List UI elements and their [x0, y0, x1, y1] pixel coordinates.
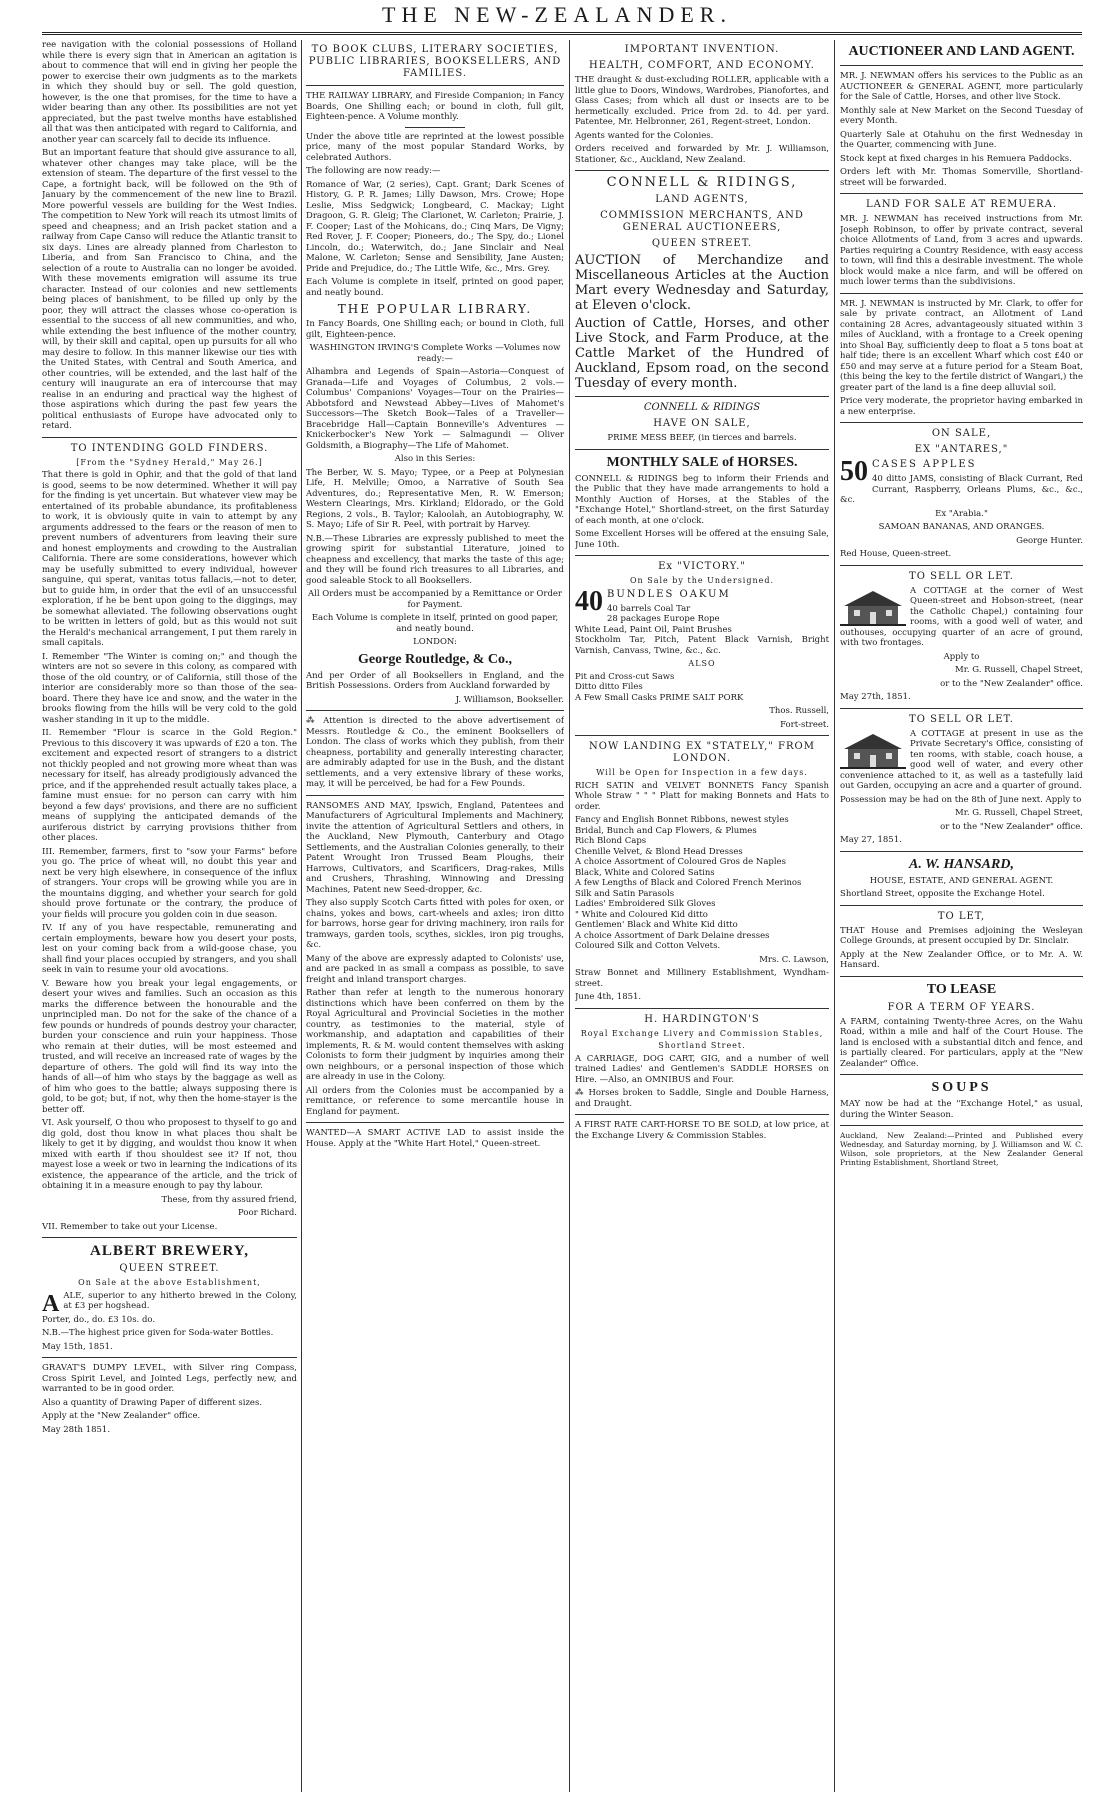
invention-heading: IMPORTANT INVENTION.	[624, 44, 780, 55]
ad-date: May 28th 1851.	[42, 1424, 111, 1435]
cases-number: 50	[840, 456, 868, 487]
ad-paragraph: Each Volume is complete in itself, printed on good paper, and neatly bound.	[306, 277, 564, 298]
ad-paragraph: Monthly sale at New Market on the Second Tuesday of every Month.	[840, 105, 1083, 126]
goods-list: Pit and Cross-cut Saws Ditto ditto Files A Few Small Casks PRIME SALT PORK	[575, 671, 744, 703]
brewery-street: QUEEN STREET.	[119, 1263, 220, 1274]
connell-ridings-heading: CONNELL & RIDINGS,	[606, 175, 798, 190]
ad-date: June 4th, 1851.	[575, 992, 642, 1002]
signature-name: Poor Richard.	[237, 1208, 297, 1218]
divider	[840, 708, 1083, 709]
ad-paragraph: All Orders must be accompanied by a Remittance or Order for Payment.	[308, 589, 562, 610]
ad-paragraph: Orders left with Mr. Thomas Somerville, Shortland-street will be forwarded.	[840, 167, 1083, 188]
also-label: ALSO	[688, 659, 716, 668]
brewery-heading: ALBERT BREWERY,	[90, 1243, 249, 1259]
divider	[306, 795, 564, 796]
victory-heading: Ex "VICTORY."	[658, 561, 746, 572]
column-rule	[834, 40, 835, 1792]
ad-paragraph: Also a quantity of Drawing Paper of different sizes.	[42, 1397, 263, 1408]
divider	[840, 422, 1083, 423]
brewery-body: ALE, superior to any hitherto brewed in the Colony, at £3 per hogshead.	[63, 1290, 297, 1311]
goods-list: 40 barrels Coal Tar 28 packages Europe Rope White Lead, Paint Oil, Paint Brushes Stockholm Tar, Pitch, Patent Black Varnish, Bright Varnish, Canvass, Twine, &c., &c.	[575, 603, 829, 656]
ad-paragraph	[42, 1290, 297, 1317]
imprint: Auckland, New Zealand:—Printed and Published every Wednesday, and Saturday morning, by J. Williamson and W. C. Wilson, sole proprietors, at the New Zealander General Printing Establishment, Shortland Street,	[840, 1131, 1083, 1167]
divider	[575, 170, 829, 171]
ad-paragraph: Some Excellent Horses will be offered at the ensuing Sale, June 10th.	[575, 529, 829, 550]
column-4	[840, 40, 1083, 1792]
victory-number: 40	[575, 585, 603, 617]
asterisk-icon: ⁂	[306, 716, 324, 726]
goods-list: Fancy and English Bonnet Ribbons, newest styles Bridal, Bunch and Cap Flowers, & Plumes Rich Blond Caps Chenille Velvet, & Blond Head Dresses A choice Assortment of Coloured Gros de Naples Black, White and Colored Satins A few Lengths of Black and Colored French Merinos Silk and Satin Parasols Ladies' Embroidered Silk Gloves " White and Coloured Kid ditto Gentlemen' Black and White Kid ditto A choice Assortment of Dark Delaine dresses Coloured Silk and Cotton Velvets.	[575, 815, 802, 951]
divider	[575, 1114, 829, 1115]
ad-paragraph: Agents wanted for the Colonies.	[575, 130, 714, 141]
signature-name: Mr. G. Russell, Chapel Street,	[954, 665, 1083, 675]
article-paragraph: That there is gold in Ophir, and that the gold of that land is good, seems to be now determined. Whether it will pay for the finding is yet uncertain. But whatever view may be entertained of its probable abundance, its profitableness to work, it is obviously quite in vain to attempt by any arguments addressed to the fears or the reason of men to prevent numbers of adventurers from leaving their sure and honest employments and crowding to the Australian California. There are some considerations, however which may be usefully submitted to every individual, however sanguine, qui sperat, vanitas totus fallacis,—not to deter, but to guide him, in order that the evil of an unsuccessful exploration, if he be bent upon going to the diggings, may be somewhat alleviated. The following observations ought to be written in letters of gold, but as this would not suit the Herald's mechanical arrangement, I put them rarely in small capitals.	[42, 470, 297, 648]
ad-paragraph: Each Volume is complete in itself, printed on good paper, and neatly bound.	[311, 613, 559, 634]
divider	[306, 85, 564, 86]
divider	[42, 437, 297, 438]
ad-date: May 27, 1851.	[840, 835, 902, 845]
hansard-heading: A. W. HANSARD,	[909, 856, 1014, 872]
auction-notice: Auction of Cattle, Horses, and other Live Stock, and Farm Produce, at the Cattle Market of the Hundred of Auckland, Epsom road, on the second Tuesday of every month.	[575, 316, 829, 391]
ad-paragraph	[840, 456, 1083, 487]
divider	[840, 65, 1083, 66]
ad-paragraph: CONNELL & RIDINGS beg to inform their Friends and the Public that they have made arrangements to hold a Monthly Auction of Horses, at the Stables of the "Exchange Hotel," Shortland-street, on the first Saturday of each month, at one o'clock.	[575, 473, 829, 526]
sell-let-heading: TO SELL OR LET.	[909, 570, 1014, 582]
ad-paragraph: Apply at the New Zealander Office, or to Mr. A. W. Hansard.	[840, 949, 1083, 970]
ad-date: May 15th, 1851.	[42, 1341, 113, 1352]
remuera-heading: LAND FOR SALE AT REMUERA.	[865, 199, 1058, 210]
attention-text: Attention is directed to the above advertisement of Messrs. Routledge & Co., the eminent Booksellers of London. The class of works which they publish, from their cheapness, portability and generally interesting character, are admirably adapted for use in the Bush, and the distant settlements, and a very extensive library of these works, may, it will be perceived, be had for a Few Pounds.	[306, 716, 564, 789]
book-list: The Berber, W. S. Mayo; Typee, or a Peep at Polynesian Life, H. Melville; Omoo, a Narrative of South Sea Adventures, do.; Representative Men, R. W. Emerson; Western Clearings, Mrs. Kirkland; Eldorado, or the Gold Regions, 2 vols., B. Taylor; Kaloolah, an Autobiography, W. S. Mayo; Life of Sir R. Peel, with portrait by Harvey.	[306, 467, 564, 530]
hardington-street: Shortland Street.	[658, 1041, 746, 1050]
ad-paragraph: MAY now be had at the "Exchange Hotel," as usual, during the Winter Season.	[840, 1099, 1083, 1120]
divider	[840, 193, 1083, 194]
ad-paragraph	[306, 716, 564, 790]
ad-paragraph: The following are now ready:—	[306, 166, 441, 176]
ad-paragraph: A CARRIAGE, DOG CART, GIG, and a number of well trained Ladies' and Gentlemen's SADDLE HORSES on Hire. —Also, an OMNIBUS and Four.	[575, 1053, 829, 1085]
ad-paragraph: MR. J. NEWMAN is instructed by Mr. Clark, to offer for sale by private contract, an Allotment of Land containing 28 Acres, advantageously situated within 3 miles of Auckland, with a frontage to a Creek opening into Shoal Bay, sufficiently deep to float a 5 tons boat at half tide; there is an excellent Wharf which cost £40 or £50 and may serve at a future period for a Steam Boat, (this being the key to the fertile district of Wangari,) the greater part of the land is a fine deep alluvial soil.	[840, 298, 1083, 393]
ad-paragraph: Apply at the "New Zealander" office.	[42, 1411, 201, 1421]
hardington-sub: Royal Exchange Livery and Commission Stables,	[580, 1028, 824, 1038]
ad-paragraph: HOUSE, ESTATE, AND GENERAL AGENT.	[869, 875, 1054, 886]
divider	[575, 555, 829, 556]
divider	[575, 1008, 829, 1009]
column-2	[306, 40, 564, 1792]
article-paragraph: IV. If any of you have respectable, remunerating and certain employments, beware how you desert your posts, lest on your coming back from a wild-goose chase, you shall find your places occupied by strangers, and you shall seek in vain to resume your old avocations.	[42, 923, 297, 975]
divider	[575, 735, 829, 736]
ad-paragraph: They also supply Scotch Carts fitted with poles for oxen, or chains, yokes and bows, cart-wheels and axles; iron ditto for barrows, horse gear for driving machinery, iron rails for tramways, garden tools, scythes, sickles, iron pig troughs, &c.	[306, 898, 564, 950]
drop-cap: A	[42, 1290, 60, 1317]
house-engraving-icon	[840, 731, 906, 769]
ad-paragraph	[575, 585, 829, 617]
ad-paragraph: Rather than refer at length to the numerous honorary distinctions which have been conferred on them by the Royal Agricultural and Provincial Societies in the mother country, as testimonies to the material, style of workmanship, and adaptation and capabilities of their implements, R. & M. would content themselves with asking Colonists to form their judgment by inquiries among their own neighbours, or a personal inspection of those which are already in use in the Colony.	[306, 988, 564, 1082]
publisher-name: George Routledge, & Co.,	[358, 651, 512, 667]
signature-name: George Hunter.	[1016, 535, 1083, 546]
masthead-rule	[42, 32, 1082, 35]
article-paragraph: V. Beware how you break your legal engagements, or desert your wives and families. Such an occasion as this marks the difference between the honourable and the unprincipled man. Do not for the sake of the chance of a few pounds or hundreds of pounds destroy your character, burden your conscience and ruin your happiness. Those who remain at their duties, will be most esteemed and trusted, and will receive an increased rate of wages by the departure of others. The gold will find its way into the hands of all—of him who stays by the baggage as well as of him who goes to the battle; always supposing there is gold, to be got; but, if not, why then the home-stayer is the better off.	[42, 978, 297, 1115]
book-list: Alhambra and Legends of Spain—Astoria—Conquest of Granada—Life and Voyages of Columbus, 2 vols.—Columbus' Companions' Voyages—Tour on the Prairies—Abbotsford and Newstead Abbey—Lives of Mahomet's Successors—The Sketch Book—Tales of a Traveller—Bracebridge Hall—Captain Bonneville's Adventures — Knickerbocker's New York — Salmagundi — Oliver Goldsmith, a Biography—The Life of Mahomet.	[306, 367, 564, 451]
ad-paragraph: Orders received and forwarded by Mr. J. Williamson, Stationer, &c., Auckland, New Zealand.	[575, 144, 829, 165]
divider	[42, 1357, 297, 1358]
signature-address: or to the "New Zealander" office.	[940, 821, 1083, 832]
divider	[840, 1074, 1083, 1075]
on-sale-heading: ON SALE,	[931, 428, 992, 439]
arabia-heading: Ex "Arabia."	[935, 508, 988, 519]
article-paragraph: II. Remember "Flour is scarce in the Gold Region." Previous to this discovery it was upwards of £20 a ton. The excitement and expected resort of strangers to a district not thickly peopled and not growing more wheat than was necessary for itself, has already prodigiously advanced the price, and if the apprehended result actually takes place, a famine must ensue: for no person can carry with him beyond a few days' provisions, and there are no sufficient means of supplying the anticipated demands of the auriferous district by carrying provisions thither from other places.	[42, 728, 297, 843]
ad-paragraph: GRAVAT'S DUMPY LEVEL, with Silver ring Compass, Cross Spirit Level, and Jointed Legs, perfectly new, and warranted to be in good order.	[42, 1363, 297, 1394]
london-label: LONDON:	[413, 637, 457, 647]
ad-paragraph: RANSOMES AND MAY, Ipswich, England, Patentees and Manufacturers of Agricultural Implements and Machinery, invite the attention of Agricultural Settlers and others, in the Auckland, New Plymouth, Canterbury and Otago Settlements, and the Australian Colonies generally, to their Patent Wrought Iron Trussed Beam Ploughs, their Harrows, Cultivators, and Scarificers, Drag-rakes, Mills and Crushers, Thrashing, Winnowing and Dressing Machines, Patent new Seed-dropper, &c.	[306, 800, 564, 895]
connell-ridings-sub: COMMISSION MERCHANTS, AND GENERAL AUCTIONEERS,	[600, 210, 804, 233]
book-clubs-heading: TO BOOK CLUBS, LITERARY SOCIETIES, PUBLIC LIBRARIES, BOOKSELLERS, AND FAMILIES.	[308, 44, 562, 79]
series-heading: Also in this Series:	[394, 454, 476, 464]
article-paragraph: VI. Ask yourself, O thou who proposest to thyself to go and dig gold, dost thou know in what places thou shalt be likely to get it by digging, and wouldst thou know it when mixed with earth if thou shouldest see it? If not, thou mayest lose a week or two in learning the indications of its existence, the appearance of the article, and the trick of obtaining it in a measure enough to pay thy labour.	[42, 1118, 297, 1191]
horses-text: Horses broken to Saddle, Single and Double Harness, and Draught.	[575, 1088, 829, 1109]
popular-library-heading: THE POPULAR LIBRARY.	[337, 302, 533, 316]
sell-let-heading: TO SELL OR LET.	[909, 713, 1014, 725]
irving-heading: WASHINGTON IRVING'S Complete Works —Volumes now ready:—	[309, 343, 561, 364]
ad-paragraph: Porter, do., do. £3 10s. do.	[42, 1314, 156, 1325]
signature-address: Red House, Queen-street.	[840, 549, 952, 559]
divider	[575, 449, 829, 450]
connell-ridings-sub: LAND AGENTS,	[655, 194, 749, 205]
column-rule	[569, 40, 570, 1792]
ad-date: May 27th, 1851.	[840, 692, 911, 702]
ad-paragraph: MR. J. NEWMAN offers his services to the Public as an AUCTIONEER & GENERAL AGENT, more particularly for the Sale of Cattle, Horses, and other live Stock.	[840, 71, 1083, 102]
ad-paragraph: Under the above title are reprinted at the lowest possible price, many of the most popular Standard Works, by celebrated Authors.	[306, 131, 564, 163]
victory-sale: On Sale by the Undersigned.	[629, 576, 775, 585]
cases-heading: CASES APPLES	[872, 459, 977, 470]
divider	[840, 851, 1083, 852]
lease-heading: TO LEASE	[926, 981, 997, 997]
article-paragraph: III. Remember, farmers, first to "sow your Farms" before you go. The price of wheat will, no doubt this year and next be very high elsewhere, in consequence of the influx of strangers. Your crops will be growing while you are in the mountains digging, and whether your search for gold should prove fortunate or the contrary, the produce of your fields will procure you golden coin in due season.	[42, 846, 297, 920]
article-paragraph: VII. Remember to take out your License.	[42, 1221, 218, 1232]
ad-paragraph: THE RAILWAY LIBRARY, and Fireside Companion; in Fancy Boards, One Shilling each; or bound in cloth, full gilt, Eighteen-pence. A Volume monthly.	[306, 91, 564, 122]
ad-paragraph: PRIME MESS BEEF, (in tierces and barrels.	[607, 433, 797, 443]
ad-paragraph: In Fancy Boards, One Shilling each; or bound in Cloth, full gilt, Eighteen-pence.	[306, 319, 564, 340]
have-on-sale: HAVE ON SALE,	[653, 418, 751, 429]
lease-subheading: FOR A TERM OF YEARS.	[887, 1001, 1036, 1013]
ad-paragraph: Possession may be had on the 8th of June next. Apply to	[840, 794, 1082, 805]
signature-address: Fort-street.	[780, 719, 829, 730]
divider	[306, 1122, 564, 1123]
ad-paragraph: N.B.—The highest price given for Soda-water Bottles.	[42, 1328, 274, 1338]
divider	[575, 396, 829, 397]
monthly-sale-heading: MONTHLY SALE of HORSES.	[606, 454, 798, 470]
ad-paragraph: THAT House and Premises adjoining the Wesleyan College Grounds, at present occupied by Dr. Sinclair.	[840, 925, 1083, 946]
soups-heading: SOUPS	[931, 1080, 992, 1095]
hardington-heading: H. HARDINGTON'S	[644, 1013, 760, 1025]
ad-paragraph: Straw Bonnet and Millinery Establishment, Wyndham-street.	[575, 968, 829, 989]
auctioneer-heading: AUCTIONEER AND LAND AGENT.	[848, 44, 1075, 59]
invention-subheading: HEALTH, COMFORT, AND ECONOMY.	[589, 60, 815, 71]
ad-paragraph: N.B.—These Libraries are expressly published to meet the growing spirit for substantial Literature, joined to cheapness and excellency, that marks the taste of this age; and they will be found rich treasures to all Libraries, and good saleable Stock to all Booksellers.	[306, 533, 564, 586]
article-paragraph: ree navigation with the colonial possessions of Holland while there is every sign that in American an agitation is about to commence that will end in giving her people the power to exercise their own judgments as to the markets in which they should buy or sell. The gold question, however, is the one that promises, for the time to have a wider bearing than any other. Its possibilities are not yet appreciated, but the past twelve months have established all that was then anticipated with regard to California, and another year can scarcely fail to decide its influence.	[42, 40, 297, 145]
antares-heading: EX "ANTARES,"	[914, 444, 1009, 455]
article-paragraph: I. Remember "The Winter is coming on;" and though the winters are not so severe in this colony, as compared with those of the old country, or of California, still those of the interior are considerably more so than those of the sea-board. There they have ice and snow, and the water in the brooks flowing from the hills will be very cold to the gold washer standing in it up to the middle.	[42, 651, 297, 725]
asterisk-icon: ⁂	[575, 1088, 589, 1098]
signature-address: or to the "New Zealander" office.	[940, 678, 1083, 689]
house-engraving-icon	[840, 588, 906, 626]
connell-ridings-sub: QUEEN STREET.	[651, 238, 753, 249]
auction-notice: AUCTION of Merchandize and Miscellaneous Articles at the Auction Mart every Wednesday and Saturday, at Eleven o'clock.	[575, 253, 829, 313]
divider	[306, 710, 564, 711]
signature-name: Thos. Russell,	[769, 706, 829, 716]
ad-paragraph: WANTED—A SMART ACTIVE LAD to assist inside the House. Apply at the "White Hart Hotel," Queen-street.	[306, 1128, 564, 1149]
ad-paragraph: A FARM, containing Twenty-three Acres, on the Wahu Road, within a mile and half of the Court House. The land is enclosed with a substantial ditch and fence, and is partially cleared. For particulars, apply at the "New Zealander" Office.	[840, 1016, 1083, 1069]
signature-name: Mr. G. Russell, Chapel Street,	[954, 808, 1083, 818]
divider	[840, 293, 1083, 294]
to-let-heading: TO LET,	[937, 910, 986, 922]
divider	[42, 1237, 297, 1238]
samoan-heading: SAMOAN BANANAS, AND ORANGES.	[878, 522, 1045, 532]
ad-paragraph: RICH SATIN and VELVET BONNETS Fancy Spanish Whole Straw " " " Platt for making Bonnets and Hats to order.	[575, 780, 829, 812]
ad-paragraph: MR. J. NEWMAN has received instructions from Mr. Joseph Robinson, to offer by private contract, several choice Allotments of Land, from 3 acres and upwards. Parties requiring a Country Residence, with easy access to town, will find this a desirable investment. The whole block would make a nice farm, and will be offered on much lower terms than the subdivisions.	[840, 214, 1083, 287]
ad-paragraph: 40 ditto JAMS, consisting of Black Currant, Red Currant, Raspberry, Orleans Plums, &c., &c., &c.	[840, 474, 1083, 505]
gold-finders-source: [From the "Sydney Herald," May 26.]	[76, 457, 263, 467]
short-rule	[405, 127, 465, 128]
ad-paragraph: Quarterly Sale at Otahuhu on the first Wednesday in the Quarter, commencing with June.	[840, 129, 1083, 150]
column-rule	[301, 40, 302, 1792]
divider	[840, 565, 1083, 566]
sell-let-body: A COTTAGE at the corner of West Queen-street and Hobson-street, (near the Catholic Chapel,) containing four rooms, with a good well of water, and outhouses, occupying quarter of an acre of ground, with two frontages.	[840, 585, 1083, 648]
stately-heading: NOW LANDING EX "STATELY," FROM LONDON.	[589, 741, 815, 764]
divider	[840, 976, 1083, 977]
ad-paragraph	[575, 1088, 829, 1109]
ad-paragraph: Price very moderate, the proprietor having embarked in a new enterprise.	[840, 396, 1083, 417]
ad-paragraph: Stock kept at fixed charges in his Remuera Paddocks.	[840, 153, 1072, 164]
ad-paragraph	[840, 729, 1083, 792]
divider	[840, 905, 1083, 906]
signature-line: These, from thy assured friend,	[161, 1194, 297, 1205]
ad-paragraph: Many of the above are expressly adapted to Colonists' use, and are packed in as small a compass as possible, to save freight and inland transport charges.	[306, 953, 564, 985]
ad-paragraph: And per Order of all Booksellers in England, and the British Possessions. Orders from Auckland forwarded by	[306, 670, 564, 691]
article-paragraph: But an important feature that should give assurance to all, whatever other changes may take place, will be the extension of steam. The departure of the first vessel to the Cape, a fortnight back, will be followed on the 9th of January by the commencement of the new line to Brazil. More powerful vessels are building for the West Indies. The competition to New York will reach its utmost limits of speed and cheapness; and an Irish packet station and a railway from Cape Canso will reduce the Atlantic transit to six days. Lines are already planned from Charleston to Liberia, and from San Francisco to China, and the selection of a route to Australia can no longer be avoided. With these movements emigration will assume its true character. Instead of our colonies and new settlements being places of banishment, to be filled up only by the poor, they will attract the classes whose co-operation is essential to the success of all new communities, and who, while extending the best influence of the mother country, will, by their skill and capital, open up pursuits for all who may desire to follow. In this manner likewise our ties with the United States, with Central and South America, and other countries, will be extended, and the last half of the century will inaugurate an era of intercourse that may realise in an enduring and practical way the highest of those aspirations which during the past few years the political enthusiasts of Europe have advocated only to retard.	[42, 148, 297, 431]
ad-paragraph: Shortland Street, opposite the Exchange Hotel.	[840, 889, 1045, 899]
gold-finders-heading: TO INTENDING GOLD FINDERS.	[70, 442, 269, 454]
ad-paragraph	[840, 586, 1083, 649]
column-3	[575, 40, 829, 1792]
connell-ridings-italic: CONNELL & RIDINGS	[643, 402, 761, 413]
signature-name: Mrs. C. Lawson,	[759, 954, 829, 965]
ad-paragraph: THE draught & dust-excluding ROLLER, applicable with a little glue to Doors, Windows, Wardrobes, Pianofortes, and Glass Cases; from which all dust or insects are to be hermetically excluded. Price from 2d. to 4d. per yard. Patentee, Mr. Helbronner, 261, Regent-street, London.	[575, 75, 829, 127]
signature-name: J. Williamson, Bookseller.	[455, 694, 564, 705]
sell-let-body: A COTTAGE at present in use as the Private Secretary's Office, consisting of ten rooms, with stable, coach house, a good well of water, and every other convenience attached to it, as well as a tastefully laid out Garden, occupying an acre and a quarter of ground.	[840, 728, 1083, 791]
apply-label: Apply to	[943, 651, 980, 662]
ad-paragraph: All orders from the Colonies must be accompanied by a remittance, or reference to some mercantile house in England for payment.	[306, 1085, 564, 1117]
ad-paragraph: A FIRST RATE CART-HORSE TO BE SOLD, at low price, at the Exchange Livery & Commission Stables.	[575, 1120, 829, 1141]
victory-bundles: BUNDLES OAKUM	[607, 588, 731, 600]
masthead: THE NEW-ZEALANDER.	[382, 2, 732, 27]
inspection-note: Will be Open for Inspection in a few days.	[596, 768, 808, 777]
book-list: Romance of War, (2 series), Capt. Grant; Dark Scenes of History, G. P. R. James; Lilly Dawson, Mrs. Crowe; Hope Leslie, Miss Sedgwick; Longbeard, C. Mackay; Light Dragoon, G. R. Gleig; The Clarionet, W. Carleton; Prairie, J. F. Cooper; Last of the Mohicans, do.; Cinq Mars, De Vigny; Red Rover, J. F. Cooper; Pioneers, do.; The Spy, do.; Lionel Lincoln, do.; Waterwitch, do.; Jane Sinclair and Neal Malone, W. Carleton; Sense and Sensibility, Jane Austen; Pride and Prejudice, do.; The Little Wife, &c., Mrs. Grey.	[306, 179, 564, 274]
brewery-sale: On Sale at the above Establishment,	[78, 1278, 261, 1287]
column-1	[42, 40, 297, 1792]
divider	[840, 1125, 1083, 1126]
